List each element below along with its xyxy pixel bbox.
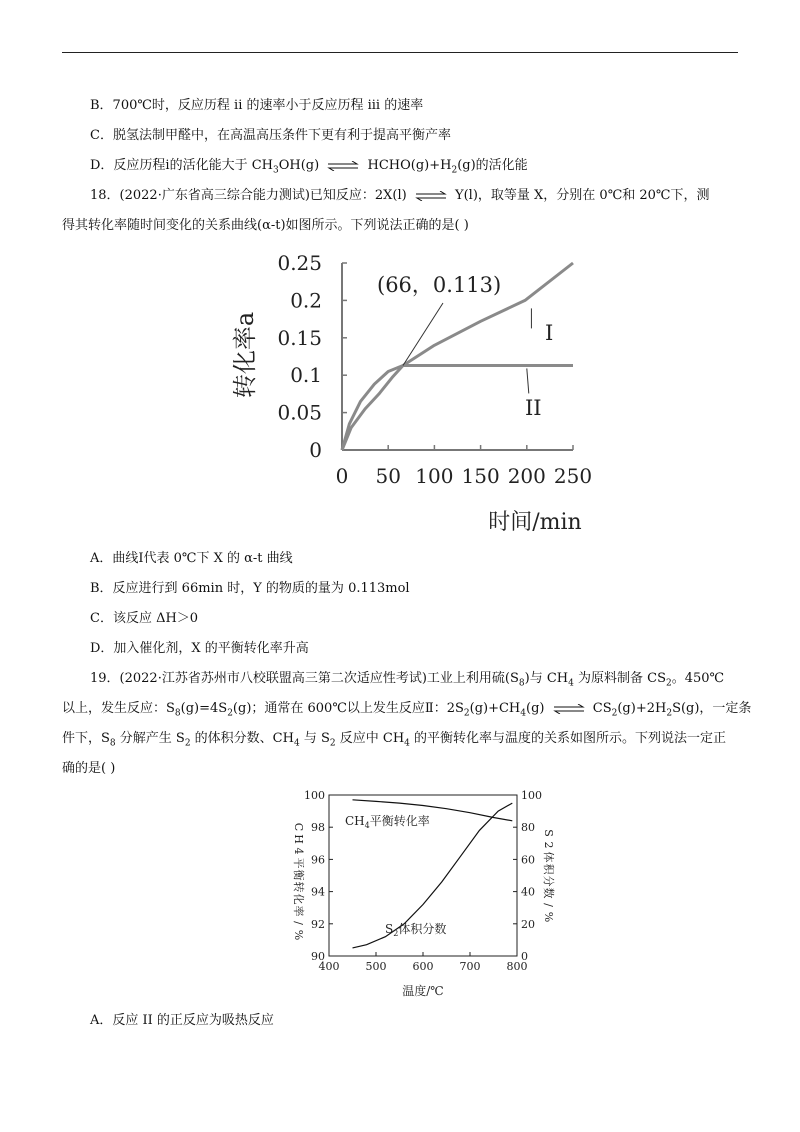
chart1-y-axis-label: 转化率a (231, 311, 259, 399)
chart2-left-label-char: % (292, 929, 305, 941)
chart2-x-tick-label: 500 (365, 960, 387, 973)
q19-stem-line4: 确的是( ) (62, 761, 116, 776)
chart1-annotation: (66，0.113) (377, 273, 502, 297)
chart2-right-tick-label: 80 (521, 821, 535, 835)
chart2-s2-curve-label: $S_2$体积分数 (385, 922, 447, 938)
header-rule (62, 52, 738, 53)
q17-option-d: D．反应历程ⅰ的活化能大于 $CH_3OH(g)$ $HCHO(g)+H_2(g)$的活化能 (90, 158, 528, 176)
q18-stem-line1: 18．(2022·广东省高三综合能力测试)已知反应：2X(l) Y(l)，取等量 X，分别在 0℃和 20℃下，测 (90, 188, 710, 203)
chart2-left-tick-label: 100 (304, 789, 325, 802)
conversion-time-chart (225, 245, 605, 535)
chart2-right-tick-label: 60 (521, 853, 535, 867)
equilibrium-arrow-icon (415, 191, 447, 201)
chart1-y-tick-label: 0.2 (290, 288, 322, 313)
chart2-right-tick-label: 0 (521, 950, 528, 963)
chart2-left-tick-label: 92 (311, 917, 325, 931)
chart2-right-tick-label: 100 (521, 789, 542, 802)
chart2-left-label-char: / (292, 921, 305, 925)
q19-stem-line2: 以上，发生反应：$S_8(g)=4S_2(g)$；通常在 600℃以上发生反应Ⅱ：$2S_2(g)+CH_4(g)$ $CS_2(g)+2H_2S(g)$，一定条 (62, 701, 752, 719)
chart2-left-tick-label: 96 (311, 853, 325, 867)
chart2-left-y-axis-label (292, 823, 306, 940)
q18-stem-line2: 得其转化率随时间变化的关系曲线(α-t)如图所示。下列说法正确的是( ) (62, 218, 469, 233)
chart2-left-label-char: 4 (292, 847, 305, 855)
chart2-left-label-char: 率 (292, 905, 305, 917)
chart2-left-label-char: 平 (292, 857, 305, 869)
chart2-right-label-char: 分 (542, 875, 555, 887)
q18-option-b: B．反应进行到 66min 时，Y 的物质的量为 0.113mol (90, 581, 410, 596)
q17-option-b: B．700℃时，反应历程 ii 的速率小于反应历程 iii 的速率 (90, 98, 424, 113)
chart2-right-label-char: 数 (542, 887, 555, 899)
chart2-left-label-char: 衡 (292, 869, 305, 881)
q18-option-d: D．加入催化剂，X 的平衡转化率升高 (90, 641, 309, 656)
chart2-right-y-axis-label (542, 829, 556, 922)
chart2-left-label-char: C (292, 822, 305, 832)
chart2-right-label-char: 积 (542, 863, 555, 875)
chart2-left-label-char: 化 (292, 893, 305, 905)
chart2-x-tick-label: 400 (318, 960, 340, 973)
chart2-left-label-char: 转 (292, 881, 305, 893)
chart1-x-axis-label: 时间/min (488, 510, 582, 535)
chart1-y-tick-label: 0.25 (277, 251, 322, 275)
chart1-x-tick-label: 50 (375, 464, 401, 488)
chart1-x-tick-label: 150 (461, 464, 500, 488)
chart1-y-tick-label: 0.15 (277, 325, 322, 350)
chart1-y-tick-label: 0 (309, 438, 322, 462)
chart2-left-tick-label: 94 (311, 885, 325, 899)
chart2-left-label-char: H (292, 834, 305, 844)
chart2-x-tick-label: 600 (412, 960, 434, 973)
q17-option-c: C．脱氢法制甲醛中，在高温高压条件下更有利于提高平衡产率 (90, 128, 451, 143)
chart2-x-tick-label: 800 (506, 960, 528, 973)
chart2-ch4-curve-label: $CH_4$平衡转化率 (345, 814, 430, 830)
q19-option-a: A．反应 II 的正反应为吸热反应 (90, 1013, 274, 1028)
q19-stem-line1: 19．(2022·江苏省苏州市八校联盟高三第二次适应性考试)工业上利用硫$(S_8)$与 $CH_4$ 为原料制备 $CS_2$。450℃ (90, 671, 725, 689)
temperature-dual-axis-chart (285, 785, 565, 1000)
chart2-right-label-char: 体 (542, 851, 555, 863)
chart2-x-tick-label: 700 (459, 960, 481, 973)
chart2-right-tick-label: 20 (521, 917, 535, 931)
chart1-y-tick-label: 0.1 (290, 363, 322, 388)
chart1-x-tick-label: 0 (335, 464, 349, 488)
q18-option-a: A．曲线Ⅰ代表 0℃下 X 的 α-t 曲线 (90, 551, 293, 566)
q19-stem-line3: 件下，$S_8$ 分解产生 $S_2$ 的体积分数、$CH_4$ 与 $S_2$ 反应中 $CH_4$ 的平衡转化率与温度的关系如图所示。下列说法一定正 (62, 731, 727, 749)
chart2-left-tick-label: 98 (311, 821, 325, 835)
chart1-annotation-pointer (403, 303, 443, 365)
chart2-x-axis-label: 温度/℃ (402, 984, 444, 998)
chart1-label-ii-leader (527, 368, 529, 393)
chart2-left-tick-label: 90 (311, 950, 325, 963)
chart1-series-label-ii: II (525, 396, 542, 420)
chart1-x-tick-label: 100 (415, 464, 454, 488)
q18-option-c: C．该反应 ΔH＞0 (90, 611, 199, 626)
chart2-right-label-char: 2 (542, 841, 555, 849)
chart1-y-tick-label: 0.05 (277, 400, 322, 425)
equilibrium-arrow-icon (327, 161, 359, 171)
chart1-series-label-i: I (545, 321, 554, 345)
chart2-right-label-char: S (542, 829, 555, 837)
equilibrium-arrow-icon (553, 704, 585, 714)
chart1-x-tick-label: 250 (553, 464, 593, 488)
chart2-right-label-char: % (542, 911, 555, 923)
chart1-x-tick-label: 200 (507, 464, 546, 488)
chart2-right-tick-label: 40 (521, 885, 535, 899)
chart2-right-label-char: / (542, 903, 555, 907)
